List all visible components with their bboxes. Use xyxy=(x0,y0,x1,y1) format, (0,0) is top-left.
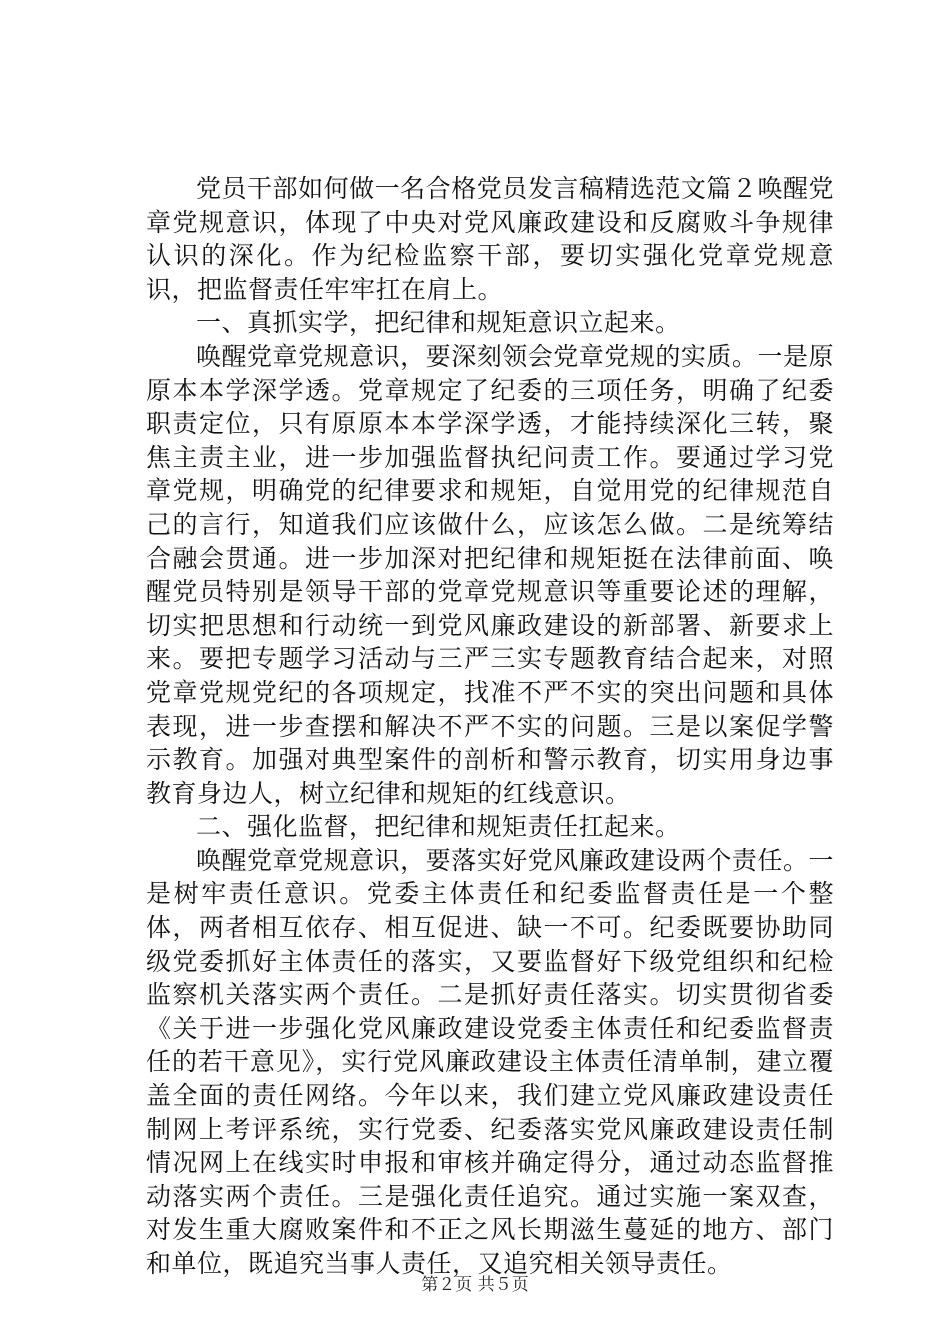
paragraph-intro: 党员干部如何做一名合格党员发言稿精选范文篇２唤醒党章党规意识，体现了中央对党风廉政建设和反腐败斗争规律认识的深化。作为纪检监察干部，要切实强化党章党规意识，把监督责任牢牢扛在肩上。 xyxy=(146,174,834,304)
page-number-footer: 第２页 共５页 xyxy=(421,1275,529,1295)
paragraph-section-1: 唤醒党章党规意识，要深刻领会党章党规的实质。一是原原本本学深学透。党章规定了纪委的三项任务，明确了纪委职责定位，只有原原本本学深学透，才能持续深化三转，聚焦主责主业，进一步加强监督执纪问责工作。要通过学习党章党规，明确党的纪律要求和规矩，自觉用党的纪律规范自己的言行，知道我们应该做什么，应该怎么做。二是统筹结合融会贯通。进一步加深对把纪律和规矩挺在法律前面、唤醒党员特别是领导干部的党章党规意识等重要论述的理解，切实把思想和行动统一到党风廉政建设的新部署、新要求上来。要把专题学习活动与三严三实专题教育结合起来，对照党章党规党纪的各项规定，找准不严不实的突出问题和具体表现，进一步查摆和解决不严不实的问题。三是以案促学警示教育。加强对典型案件的剖析和警示教育，切实用身边事教育身边人，树立纪律和规矩的红线意识。 xyxy=(146,341,834,808)
paragraph-section-2: 唤醒党章党规意识，要落实好党风廉政建设两个责任。一是树牢责任意识。党委主体责任和纪委监督责任是一个整体，两者相互依存、相互促进、缺一不可。纪委既要协助同级党委抓好主体责任的落实，又要监督好下级党组织和纪检监察机关落实两个责任。二是抓好责任落实。切实贯彻省委《关于进一步强化党风廉政建设党委主体责任和纪委监督责任的若干意见》，实行党风廉政建设主体责任清单制，建立覆盖全面的责任网络。今年以来，我们建立党风廉政建设责任制网上考评系统，实行党委、纪委落实党风廉政建设责任制情况网上在线实时申报和审核并确定得分，通过动态监督推动落实两个责任。三是强化责任追究。通过实施一案双查，对发生重大腐败案件和不正之风长期滋生蔓延的地方、部门和单位，既追究当事人责任，又追究相关领导责任。 xyxy=(146,845,834,1278)
document-body xyxy=(146,172,834,1281)
section-heading-1: 一、真抓实学，把纪律和规矩意识立起来。 xyxy=(196,308,681,338)
section-heading-2: 二、强化监督，把纪律和规矩责任扛起来。 xyxy=(196,812,681,842)
